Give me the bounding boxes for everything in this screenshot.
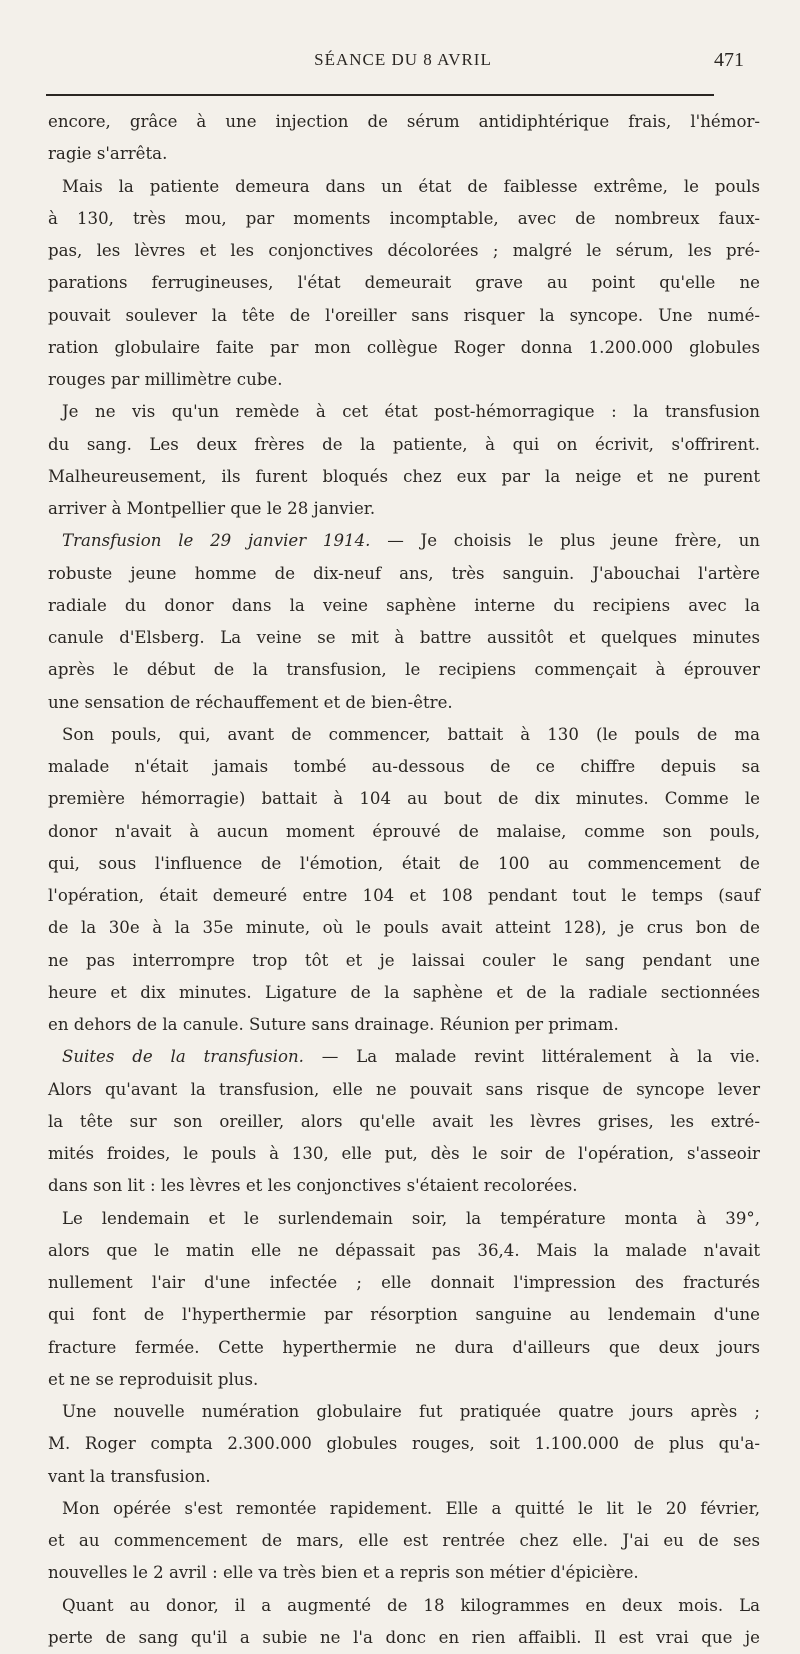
text-line: canule d'Elsberg. La veine se mit à battre aussitôt et quelques minutes — [48, 628, 760, 647]
paragraph-line — [48, 429, 760, 461]
text-line: à 130, très mou, par moments incomptable, avec de nombreux faux- — [48, 208, 760, 228]
paragraph-line — [48, 945, 760, 977]
paragraph — [48, 719, 760, 751]
text-line: heure et dix minutes. Ligature de la saphène et de la radiale sectionnées — [48, 982, 760, 1002]
text-line: donor n'avait à aucun moment éprouvé de malaise, comme son pouls, — [48, 821, 760, 841]
header-rule — [46, 94, 714, 96]
text-line: fracture fermée. Cette hyperthermie ne dura d'ailleurs que deux jours — [48, 1337, 760, 1357]
text-line: la tête sur son oreiller, alors qu'elle avait les lèvres grises, les extré- — [48, 1111, 760, 1131]
paragraph-line — [48, 1461, 760, 1493]
text-line: dans son lit : les lèvres et les conjonctives s'étaient recolorées. — [48, 1176, 578, 1196]
paragraph-line — [48, 816, 760, 848]
paragraph-line — [48, 1009, 760, 1041]
paragraph — [48, 106, 760, 138]
text-line: en dehors de la canule. Suture sans drainage. Réunion per primam. — [48, 1015, 619, 1034]
text-line: ne pas interrompre trop tôt et je laissai couler le sang pendant une — [48, 950, 760, 970]
text-line: nouvelles le 2 avril : elle va très bien et a repris son métier d'épicière. — [48, 1563, 639, 1583]
text-line: et au commencement de mars, elle est rentrée chez elle. J'ai eu de ses — [48, 1531, 760, 1550]
paragraph-line — [48, 1106, 760, 1138]
text-line: qui, sous l'influence de l'émotion, était de 100 au commencement de — [48, 853, 760, 873]
paragraph-line — [48, 783, 760, 815]
paragraph-line — [48, 622, 760, 654]
section-heading: Transfusion le 29 janvier 1914. — [62, 531, 371, 551]
paragraph-line — [48, 138, 760, 170]
text-line: pouvait soulever la tête de l'oreiller sans risquer la syncope. Une numé- — [48, 305, 760, 325]
text-line: malade n'était jamais tombé au-dessous de ce chiffre depuis sa — [48, 757, 760, 776]
text-line: arriver à Montpellier que le 28 janvier. — [48, 499, 376, 518]
text-line: ration globulaire faite par mon collègue Roger donna 1.200.000 globules — [48, 337, 760, 357]
text-line: ragie s'arrêta. — [48, 144, 168, 164]
paragraph-line — [48, 235, 760, 267]
text-line: Mais la patiente demeura dans un état de faiblesse extrême, le pouls — [62, 176, 760, 196]
paragraph-line — [48, 1299, 760, 1331]
paragraph — [48, 1396, 760, 1428]
text-line: Son pouls, qui, avant de commencer, battait à 130 (le pouls de ma — [62, 724, 760, 744]
text-line: parations ferrugineuses, l'état demeurait grave au point qu'elle ne — [48, 273, 760, 293]
text-line: radiale du donor dans la veine saphène interne du recipiens avec la — [48, 595, 760, 615]
text-line: Malheureusement, ils furent bloqués chez eux par la neige et ne purent — [48, 466, 760, 486]
text-line: robuste jeune homme de dix-neuf ans, très sanguin. J'abouchai l'artère — [48, 563, 760, 583]
text-line: l'opération, était demeuré entre 104 et 108 pendant tout le temps (sauf — [48, 886, 760, 905]
text-line: M. Roger compta 2.300.000 globules rouges, soit 1.100.000 de plus qu'a- — [48, 1434, 760, 1454]
paragraph-line — [48, 1138, 760, 1170]
paragraph-line — [48, 461, 760, 493]
paragraph-line — [48, 977, 760, 1009]
paragraph-line — [48, 1428, 760, 1460]
paragraph — [48, 525, 760, 557]
text-line: pas, les lèvres et les conjonctives décolorées ; malgré le sérum, les pré- — [48, 241, 760, 260]
text-line: Quant au donor, il a augmenté de 18 kilogrammes en deux mois. La — [62, 1595, 760, 1615]
text-line: vant la transfusion. — [48, 1466, 211, 1486]
text-line: et ne se reproduisit plus. — [48, 1369, 259, 1389]
text-line: — La malade revint littéralement à la vie. — [303, 1047, 760, 1067]
text-line: perte de sang qu'il a subie ne l'a donc en rien affaibli. Il est vrai que je — [48, 1627, 760, 1647]
running-title: SÉANCE DU 8 AVRIL — [314, 50, 492, 69]
paragraph — [48, 171, 760, 203]
page-header — [48, 50, 758, 84]
paragraph-line — [48, 1622, 760, 1654]
text-line: Le lendemain et le surlendemain soir, la température monta à 39°, — [62, 1208, 760, 1228]
paragraph-line — [48, 1170, 760, 1202]
paragraph-line — [48, 848, 760, 880]
paragraph-line — [48, 912, 760, 944]
paragraph-line — [48, 1235, 760, 1267]
paragraph-line — [48, 1332, 760, 1364]
text-line: qui font de l'hyperthermie par résorption sanguine au lendemain d'une — [48, 1305, 760, 1325]
text-line: Je ne vis qu'un remède à cet état post-hémorragique : la transfusion — [62, 402, 760, 422]
section-heading: Suites de la transfusion. — [62, 1047, 304, 1067]
paragraph-line — [48, 1267, 760, 1299]
text-line: encore, grâce à une injection de sérum antidiphtérique frais, l'hémor- — [48, 112, 760, 131]
text-line: Mon opérée s'est remontée rapidement. Elle a quitté le lit le 20 février, — [62, 1498, 760, 1518]
paragraph-line — [48, 1557, 760, 1589]
text-line: alors que le matin elle ne dépassait pas 36,4. Mais la malade n'avait — [48, 1240, 760, 1260]
paragraph-line — [48, 364, 760, 396]
paragraph-line — [48, 1525, 760, 1557]
paragraph-line — [48, 267, 760, 299]
paragraph — [48, 1203, 760, 1235]
paragraph-line — [48, 300, 760, 332]
text-line: nullement l'air d'une infectée ; elle donnait l'impression des fracturés — [48, 1273, 760, 1292]
page-number: 471 — [714, 49, 744, 71]
text-line: du sang. Les deux frères de la patiente, à qui on écrivit, s'offrirent. — [48, 434, 760, 454]
paragraph-line — [48, 558, 760, 590]
paragraph-line — [48, 493, 760, 525]
paragraph-line — [48, 203, 760, 235]
text-line: une sensation de réchauffement et de bien-être. — [48, 692, 453, 712]
text-line: première hémorragie) battait à 104 au bout de dix minutes. Comme le — [48, 789, 760, 809]
paragraph — [48, 1041, 760, 1073]
text-line: — Je choisis le plus jeune frère, un — [370, 531, 760, 551]
paragraph-line — [48, 751, 760, 783]
paragraph-line — [48, 1364, 760, 1396]
paragraph-line — [48, 332, 760, 364]
paragraph — [48, 1493, 760, 1525]
paragraph — [48, 396, 760, 428]
paragraph-line — [48, 1074, 760, 1106]
paragraph-line — [48, 687, 760, 719]
text-line: Une nouvelle numération globulaire fut pratiquée quatre jours après ; — [62, 1402, 760, 1421]
paragraph-line — [48, 654, 760, 686]
paragraph — [48, 1590, 760, 1622]
paragraph-line — [48, 880, 760, 912]
text-line: après le début de la transfusion, le recipiens commençait à éprouver — [48, 660, 760, 680]
text-line: mités froides, le pouls à 130, elle put, dès le soir de l'opération, s'asseoir — [48, 1144, 760, 1163]
paragraph-line — [48, 590, 760, 622]
text-line: de la 30e à la 35e minute, où le pouls avait atteint 128), je crus bon de — [48, 918, 760, 938]
text-line: rouges par millimètre cube. — [48, 370, 283, 389]
text-line: Alors qu'avant la transfusion, elle ne pouvait sans risque de syncope lever — [48, 1079, 760, 1099]
